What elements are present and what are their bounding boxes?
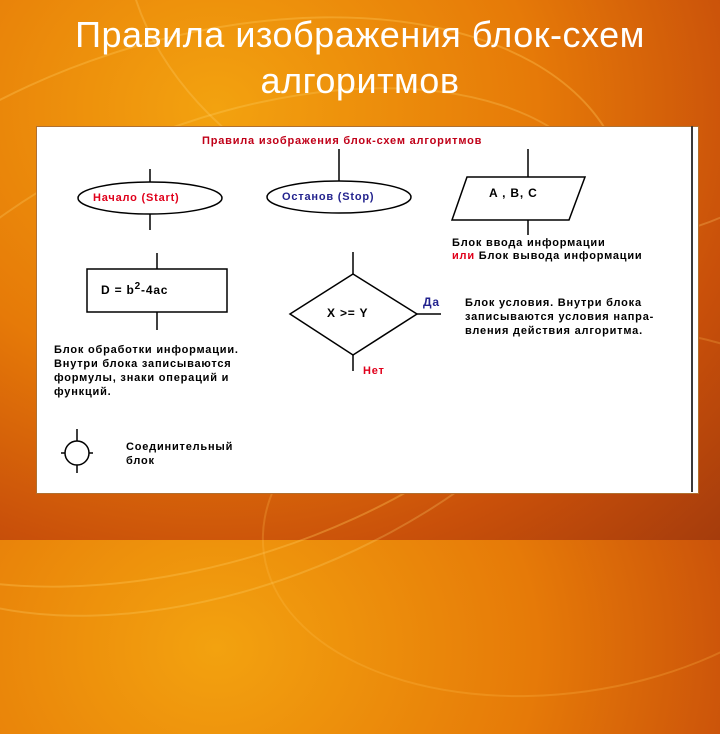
slide-title <box>0 12 720 104</box>
connector-circle-shape <box>65 441 89 465</box>
slide-title-line2: алгоритмов <box>260 60 460 101</box>
decision-text: X >= Y <box>327 306 369 320</box>
connector-caption-line1: Соединительный <box>126 441 234 453</box>
io-caption-line2 <box>452 249 643 263</box>
start-label: Начало (Start) <box>93 192 180 204</box>
process-caption-line1: Блок обработки информации. <box>54 344 239 356</box>
process-caption-line3: формулы, знаки операций и <box>54 372 230 384</box>
process-formula-suffix: -4ac <box>141 283 169 297</box>
process-caption-line4: функций. <box>54 386 112 398</box>
process-formula-sup: 2 <box>134 281 142 292</box>
process-formula-prefix: D = b <box>101 283 135 297</box>
io-caption-or: или <box>452 250 475 262</box>
flowchart-rules-panel <box>36 126 699 494</box>
decision-caption-line2: записываются условия напра- <box>465 311 655 323</box>
no-label: Нет <box>363 365 385 377</box>
process-formula <box>101 280 168 297</box>
connector-caption-line2: блок <box>126 455 155 467</box>
io-caption-line2-rest: Блок вывода информации <box>474 250 643 262</box>
process-caption-line2: Внутри блока записываются <box>54 358 232 370</box>
decision-caption-line3: вления действия алгоритма. <box>465 325 643 337</box>
io-caption-line1: Блок ввода информации <box>452 237 606 249</box>
decision-caption-line1: Блок условия. Внутри блока <box>465 297 642 309</box>
diagram-header: Правила изображения блок-схем алгоритмов <box>202 135 483 147</box>
slide-title-line1: Правила изображения блок-схем <box>75 14 645 55</box>
stop-label: Останов (Stop) <box>282 191 375 203</box>
yes-label: Да <box>423 295 440 309</box>
panel-right-border <box>691 126 693 492</box>
io-block-text: A , B, C <box>489 186 538 200</box>
